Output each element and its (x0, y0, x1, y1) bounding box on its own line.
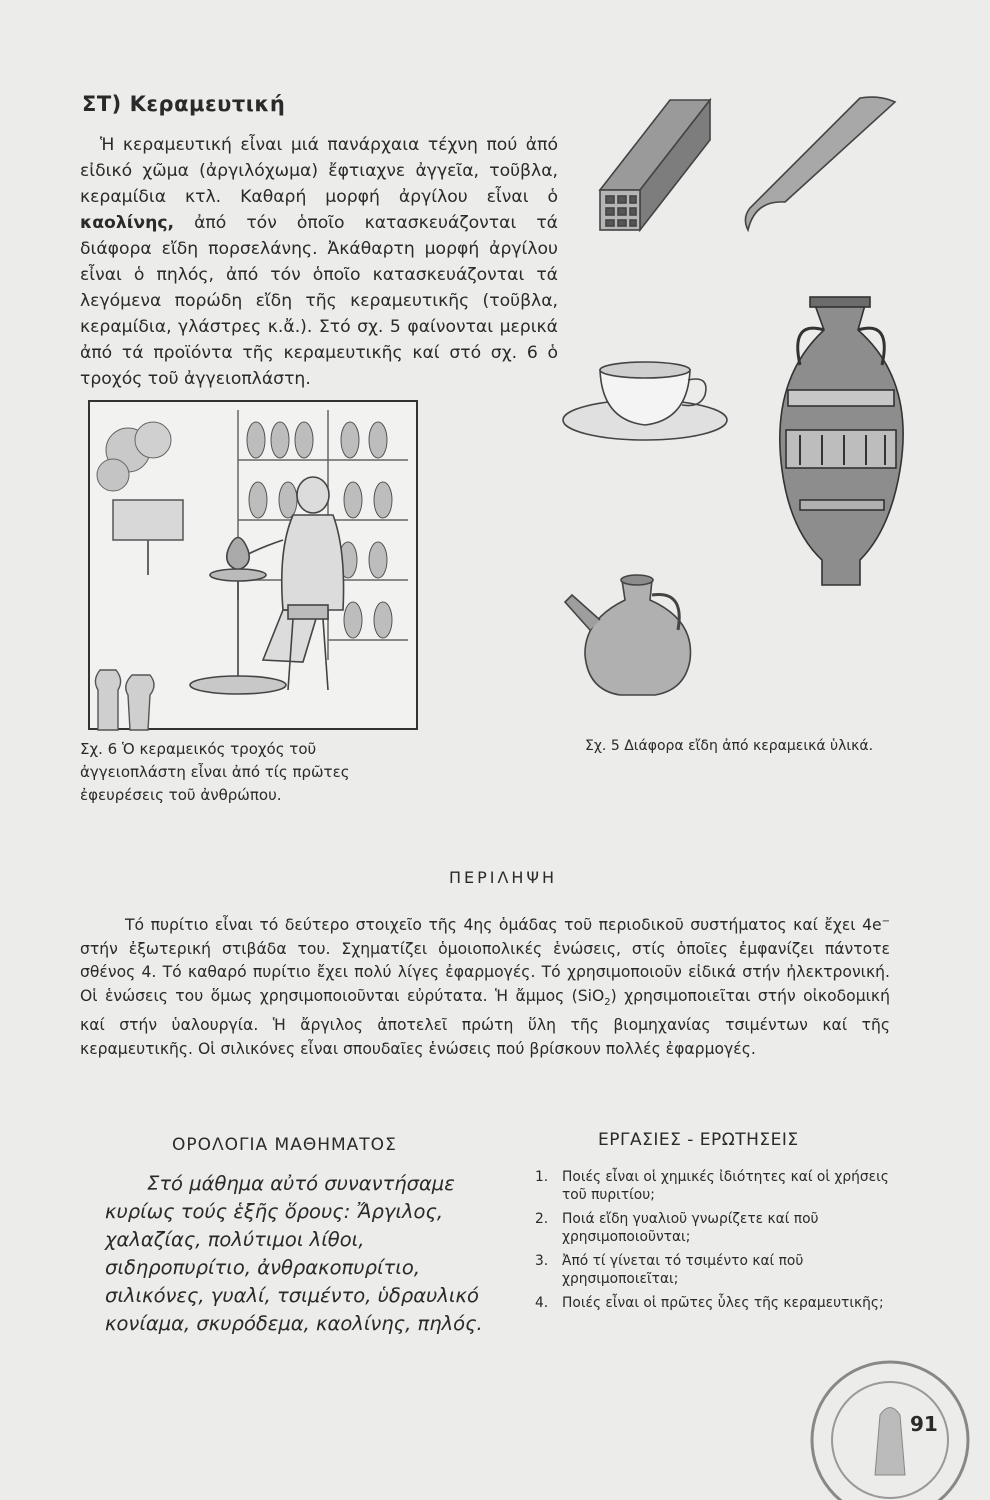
summary-heading: ΠΕΡΙΛΗΨΗ (448, 868, 558, 887)
question-number: 4. (535, 1295, 549, 1311)
questions-list (535, 1168, 915, 1318)
summary-text-b: στήν ἐξωτερική στιβάδα του. Σχηματίζει ὁμοιοπολικές ἑνώσεις, στίς ὁποῖες ἐμφανίζει πάντοτε σθένος 4. Τό καθαρό πυρίτιο ἔχει πολύ λίγες ἐφαρμογές. Τό χρησιμοποιοῦν εἰδικά στήν ἠλεκτρονική. Οἱ ἑνώσεις του ὅμως χρησιμοποιοῦνται εὐρύτατα. Ἡ ἄμμος (SiO (80, 939, 890, 1005)
figure-6-caption: Σχ. 6 Ὁ κεραμεικός τροχός τοῦ ἀγγειοπλάστη εἶναι ἀπό τίς πρῶτες ἐφευρέσεις τοῦ ἀνθρώπου. (80, 740, 350, 804)
summary-paragraph (80, 910, 890, 1061)
electron-charge-sup: − (881, 916, 890, 927)
summary-text-c: ) χρησιμοποιεῖται στήν οἰκοδομική καί στήν ὑαλουργία. Ἡ ἄργιλος ἀποτελεῖ πρώτη ὕλη τῆς βιομηχανίας τσιμέντων καί τῆς κεραμευτικῆς. Οἱ σιλικόνες εἶναι σπουδαῖες ἑνώσεις πού βρίσκουν πολλές ἐφαρμογές. (80, 986, 890, 1058)
roof-tile (745, 97, 895, 230)
section-title: ΣΤ) Κεραμευτική (82, 92, 286, 116)
question-text: Ποιές εἶναι οἱ πρῶτες ὗλες τῆς κεραμευτικῆς; (562, 1295, 884, 1311)
section-paragraph (80, 132, 558, 392)
question-number: 2. (535, 1211, 549, 1227)
question-number: 3. (535, 1253, 549, 1269)
terminology-text: Στό μάθημα αὐτό συναντήσαμε κυρίως τούς ἑξῆς ὅρους: Ἄργιλος, χαλαζίας, πολύτιμοι λίθοι, σιδηροπυρίτιο, ἀνθρακοπυρίτιο, σιλικόνες, γυαλί, τσιμέντο, ὑδραυλικό κονίαμα, σκυρόδεμα, καολίνης, πηλός. (105, 1172, 483, 1335)
figure-5-caption: Σχ. 5 Διάφορα εἴδη ἀπό κεραμεικά ὑλικά. (585, 738, 874, 754)
keyword-kaolin: καολίνης, (80, 213, 175, 233)
page-number: 91 (910, 1412, 938, 1436)
question-item (535, 1294, 915, 1312)
question-number: 1. (535, 1169, 549, 1185)
ceramic-items-illustration (560, 90, 920, 730)
potters-wheel-illustration (88, 400, 418, 730)
question-text: Ποιές εἶναι οἱ χημικές ἰδιότητες καί οἱ χρήσεις τοῦ πυριτίου; (562, 1169, 889, 1203)
paragraph-text-start: Ἡ κεραμευτική εἶναι μιά πανάρχαια τέχνη πού ἀπό εἰδικό χῶμα (ἀργιλόχωμα) ἔφτιαχνε ἀγγεῖα, τοῦβλα, κεραμίδια κτλ. Καθαρή μορφή ἀργίλου εἶναι ὁ (80, 135, 558, 207)
silica-subscript: 2 (604, 996, 611, 1008)
summary-text-a: Τό πυρίτιο εἶναι τό δεύτερο στοιχεῖο τῆς 4ης ὁμάδας τοῦ περιοδικοῦ συστήματος καί ἔχει 4e (125, 916, 882, 935)
question-item (535, 1210, 915, 1246)
question-item (535, 1252, 915, 1288)
terminology-heading: ΟΡΟΛΟΓΙΑ ΜΑΘΗΜΑΤΟΣ (172, 1135, 397, 1155)
terminology-paragraph (105, 1170, 495, 1338)
questions-heading: ΕΡΓΑΣΙΕΣ - ΕΡΩΤΗΣΕΙΣ (598, 1130, 799, 1150)
question-text: Ἀπό τί γίνεται τό τσιμέντο καί ποῦ χρησιμοποιεῖται; (562, 1253, 804, 1287)
question-text: Ποιά εἴδη γυαλιοῦ γνωρίζετε καί ποῦ χρησιμοποιοῦνται; (562, 1211, 819, 1245)
paragraph-text-end: ἀπό τόν ὁποῖο κατασκευάζονται τά διάφορα εἴδη πορσελάνης. Ἀκάθαρτη μορφή ἀργίλου εἶναι ὁ πηλός, ἀπό τόν ὁποῖο κατασκευάζονται τά λεγόμενα πορώδη εἴδη τῆς κεραμευτικῆς (τοῦβλα, κεραμίδια, γλάστρες κ.ἄ.). Στό σχ. 5 φαίνονται μερικά ἀπό τά προϊόντα τῆς κεραμευτικῆς καί στό σχ. 6 ὁ τροχός τοῦ ἀγγειοπλάστη. (80, 213, 558, 389)
question-item (535, 1168, 915, 1204)
